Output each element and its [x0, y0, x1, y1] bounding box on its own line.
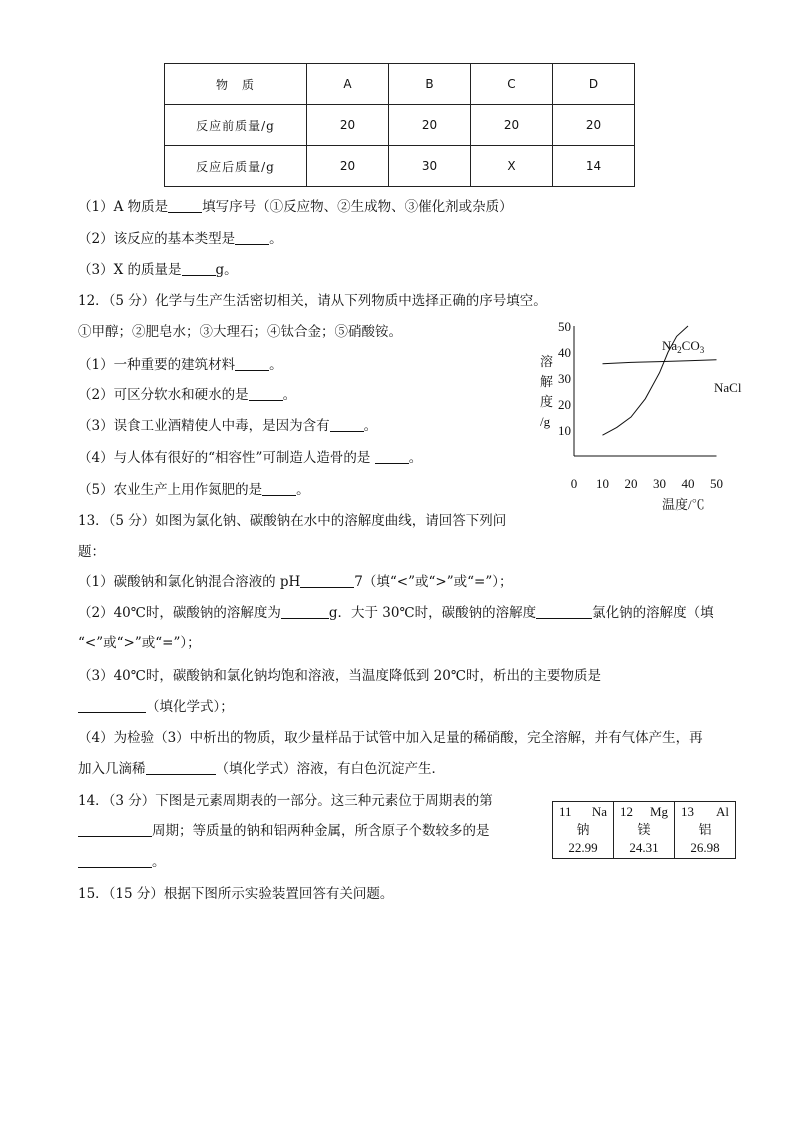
q13-part4-cont: 加入几滴稀 （填化学式）溶液，有白色沉淀产生． — [78, 761, 445, 777]
x-tick-label: 40 — [681, 476, 695, 491]
answer-blank[interactable] — [168, 198, 202, 213]
q13-title: 13．（5 分）如图为氯化钠、碳酸钠在水中的溶解度曲线，请回答下列问 — [78, 513, 507, 529]
answer-blank[interactable] — [330, 417, 364, 432]
y-tick-label: 10 — [558, 423, 571, 438]
table-row — [165, 146, 635, 187]
q13-part1: （1）碳酸钠和氯化钠混合溶液的 pH 7（填“<”或“>”或“=”）； — [78, 574, 513, 590]
q12-item: （5）农业生产上用作氮肥的是 。 — [78, 482, 310, 498]
y-axis-label — [540, 354, 553, 429]
periodic-table-fragment — [552, 801, 736, 859]
q13-part2: （2）40℃时，碳酸钠的溶解度为 g．大于 30℃时，碳酸钠的溶解度 氯化钠的溶解度（填 — [78, 605, 714, 621]
answer-blank[interactable] — [78, 853, 152, 868]
table-cell: 20 — [553, 105, 635, 146]
table-header-cell: 物 质 — [165, 64, 307, 105]
element-cell-na: 11 Na 钠 22.99 — [553, 802, 614, 859]
q12-item: （3）误食工业酒精使人中毒，是因为含有 。 — [78, 418, 378, 434]
q13-part2-cont: “<”或“>”或“=”）； — [78, 635, 201, 651]
y-label-char: 解 — [540, 374, 554, 389]
table-header-cell: D — [553, 64, 635, 105]
x-tick-label: 50 — [710, 476, 723, 491]
table-cell: 20 — [389, 105, 471, 146]
solubility-chart — [530, 319, 760, 516]
table-row — [553, 802, 736, 859]
q15-title: 15．（15 分）根据下图所示实验装置回答有关问题。 — [78, 886, 394, 902]
q11-part2: （2）该反应的基本类型是 。 — [78, 231, 283, 247]
series-label-na2co3: $Na_2CO_3$ — [662, 338, 705, 355]
answer-blank[interactable] — [78, 698, 146, 713]
table-cell: X — [471, 146, 553, 187]
y-tick-label: 30 — [558, 371, 571, 386]
q11-part1: （1）A 物质是 填写序号（①反应物、②生成物、③催化剂或杂质） — [78, 199, 513, 215]
x-axis-title: 温度/℃ — [662, 497, 705, 512]
answer-blank[interactable] — [146, 760, 216, 775]
y-label-char: 溶 — [540, 354, 554, 369]
answer-blank[interactable] — [300, 573, 354, 588]
answer-blank[interactable] — [235, 356, 269, 371]
y-label-char: 度 — [540, 394, 554, 409]
q12-title: 12．（5 分）化学与生产生活密切相关，请从下列物质中选择正确的序号填空。 — [78, 293, 547, 309]
y-tick-label: 20 — [558, 397, 571, 412]
x-tick-label: 20 — [624, 476, 638, 491]
table-cell: 14 — [553, 146, 635, 187]
answer-blank[interactable] — [249, 386, 283, 401]
table-cell: 30 — [389, 146, 471, 187]
table-cell: 20 — [471, 105, 553, 146]
element-cell-al: 13 Al 铝 26.98 — [675, 802, 736, 859]
series-label-nacl: NaCl — [714, 380, 742, 395]
answer-blank[interactable] — [262, 481, 296, 496]
reaction-table — [164, 63, 635, 187]
q13-part3-cont: （填化学式）； — [78, 698, 234, 716]
table-row-label: 反应前质量/g — [165, 105, 307, 146]
q13-title-cont: 题： — [78, 544, 105, 560]
table-row-label: 反应后质量/g — [165, 146, 307, 187]
answer-blank[interactable] — [375, 449, 409, 464]
y-tick-label: 40 — [558, 345, 571, 360]
q12-options: ①甲醇；②肥皂水；③大理石；④钛合金；⑤硝酸铵。 — [78, 324, 402, 340]
table-row — [165, 105, 635, 146]
q11-part3: （3）X 的质量是 g。 — [78, 262, 238, 278]
table-header-row — [165, 64, 635, 105]
answer-blank[interactable] — [536, 604, 592, 619]
answer-blank[interactable] — [182, 261, 216, 276]
x-tick-label: 30 — [653, 476, 666, 491]
q12-item: （2）可区分软水和硬水的是 。 — [78, 387, 297, 403]
table-header-cell: C — [471, 64, 553, 105]
nacl-curve — [603, 360, 717, 364]
y-label-char: /g — [540, 414, 551, 429]
table-header-cell: A — [307, 64, 389, 105]
q13-part4: （4）为检验（3）中析出的物质，取少量样品于试管中加入足量的稀硝酸，完全溶解，并有气体产生，再 — [78, 730, 703, 746]
q14-line3: 。 — [78, 853, 166, 871]
x-tick-label: 0 — [570, 476, 578, 491]
answer-blank[interactable] — [281, 604, 329, 619]
answer-blank[interactable] — [78, 822, 152, 837]
q14-line1: 14．（3 分）下图是元素周期表的一部分。这三种元素位于周期表的第 — [78, 793, 493, 809]
q14-line2: 周期；等质量的钠和铝两种金属，所含原子个数较多的是 — [78, 822, 490, 840]
table-cell: 20 — [307, 146, 389, 187]
q12-item: （1）一种重要的建筑材料 。 — [78, 357, 283, 373]
element-cell-mg: 12 Mg 镁 24.31 — [614, 802, 675, 859]
table-header-cell: B — [389, 64, 471, 105]
q12-item: （4）与人体有很好的“相容性”可制造人造骨的是 。 — [78, 450, 423, 466]
answer-blank[interactable] — [235, 230, 269, 245]
x-tick-label: 10 — [596, 476, 609, 491]
q13-part3: （3）40℃时，碳酸钠和氯化钠均饱和溶液，当温度降低到 20℃时，析出的主要物质是 — [78, 668, 601, 684]
y-tick-label: 50 — [558, 319, 571, 334]
table-cell: 20 — [307, 105, 389, 146]
